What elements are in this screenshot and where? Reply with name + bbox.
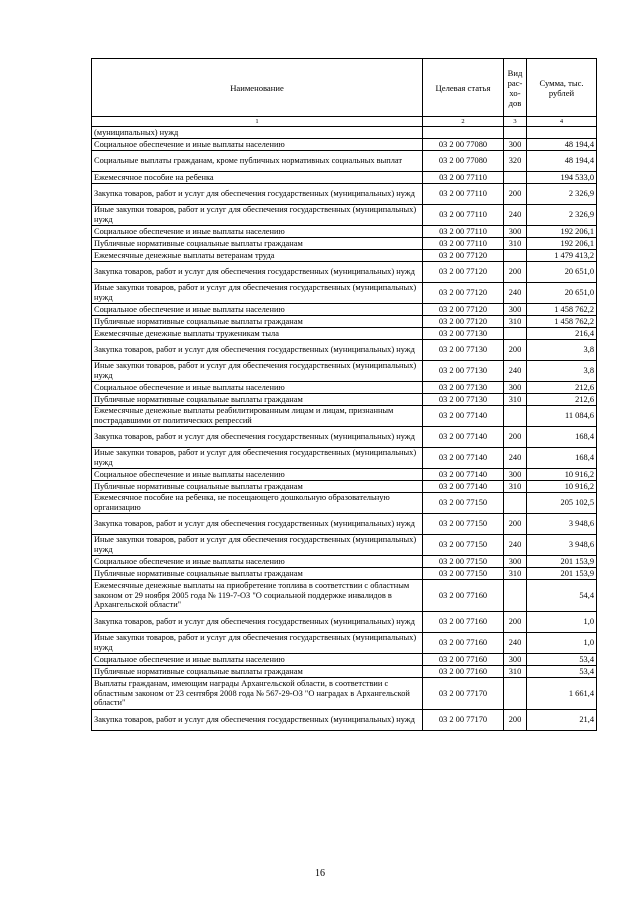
- row-name: Закупка товаров, работ и услуг для обеспечения государственных (муниципальных) нужд: [92, 514, 423, 535]
- row-code: 03 2 00 77140: [423, 469, 504, 481]
- row-type: 300: [504, 469, 527, 481]
- row-type: [504, 172, 527, 184]
- row-sum: 192 206,1: [527, 238, 597, 250]
- header-code: Целевая статья: [423, 59, 504, 117]
- row-code: 03 2 00 77150: [423, 493, 504, 514]
- column-number: 3: [504, 117, 527, 127]
- page-number: 16: [315, 868, 325, 879]
- row-code: 03 2 00 77080: [423, 139, 504, 151]
- header-row: [92, 59, 597, 117]
- row-sum: 201 153,9: [527, 568, 597, 580]
- row-name: Иные закупки товаров, работ и услуг для обеспечения государственных (муниципальных) нужд: [92, 361, 423, 382]
- row-sum: 192 206,1: [527, 226, 597, 238]
- row-code: 03 2 00 77110: [423, 238, 504, 250]
- row-type: 300: [504, 304, 527, 316]
- table-row: [92, 340, 597, 361]
- row-sum: 212,6: [527, 382, 597, 394]
- table-row: [92, 316, 597, 328]
- row-sum: 20 651,0: [527, 283, 597, 304]
- row-sum: 53,4: [527, 654, 597, 666]
- table-row: [92, 568, 597, 580]
- row-name: Социальное обеспечение и иные выплаты населению: [92, 556, 423, 568]
- row-name: Социальные выплаты гражданам, кроме публичных нормативных социальных выплат: [92, 151, 423, 172]
- column-number-row: [92, 117, 597, 127]
- row-sum: 3 948,6: [527, 535, 597, 556]
- table-row: [92, 481, 597, 493]
- row-sum: 205 102,5: [527, 493, 597, 514]
- row-type: 240: [504, 448, 527, 469]
- row-code: 03 2 00 77130: [423, 382, 504, 394]
- table-row: [92, 226, 597, 238]
- table-row: [92, 151, 597, 172]
- column-number: 2: [423, 117, 504, 127]
- row-name: Закупка товаров, работ и услуг для обеспечения государственных (муниципальных) нужд: [92, 612, 423, 633]
- row-code: 03 2 00 77140: [423, 406, 504, 427]
- row-sum: 168,4: [527, 448, 597, 469]
- row-type: 200: [504, 340, 527, 361]
- row-type: 200: [504, 427, 527, 448]
- row-code: 03 2 00 77160: [423, 612, 504, 633]
- row-code: 03 2 00 77160: [423, 580, 504, 612]
- row-type: 300: [504, 654, 527, 666]
- row-sum: 3,8: [527, 340, 597, 361]
- row-sum: 3 948,6: [527, 514, 597, 535]
- row-code: [423, 127, 504, 139]
- row-name: Социальное обеспечение и иные выплаты населению: [92, 139, 423, 151]
- row-code: 03 2 00 77160: [423, 633, 504, 654]
- row-name: Публичные нормативные социальные выплаты гражданам: [92, 238, 423, 250]
- row-type: 200: [504, 514, 527, 535]
- table-row: [92, 678, 597, 710]
- row-code: 03 2 00 77080: [423, 151, 504, 172]
- row-name: Публичные нормативные социальные выплаты гражданам: [92, 481, 423, 493]
- row-type: 310: [504, 481, 527, 493]
- row-name: Публичные нормативные социальные выплаты гражданам: [92, 666, 423, 678]
- row-name: Закупка товаров, работ и услуг для обеспечения государственных (муниципальных) нужд: [92, 427, 423, 448]
- row-sum: [527, 127, 597, 139]
- header-name: Наименование: [92, 59, 423, 117]
- row-sum: 216,4: [527, 328, 597, 340]
- row-name: Публичные нормативные социальные выплаты гражданам: [92, 568, 423, 580]
- row-type: 300: [504, 382, 527, 394]
- row-code: 03 2 00 77160: [423, 654, 504, 666]
- row-code: 03 2 00 77140: [423, 427, 504, 448]
- row-name: (муниципальных) нужд: [92, 127, 423, 139]
- row-sum: 201 153,9: [527, 556, 597, 568]
- header-sum: Сумма, тыс. рублей: [527, 59, 597, 117]
- table-row: [92, 127, 597, 139]
- row-sum: 212,6: [527, 394, 597, 406]
- row-name: Социальное обеспечение и иные выплаты населению: [92, 382, 423, 394]
- column-number: 1: [92, 117, 423, 127]
- table-row: [92, 654, 597, 666]
- row-type: [504, 493, 527, 514]
- row-type: 310: [504, 568, 527, 580]
- row-sum: 48 194,4: [527, 151, 597, 172]
- row-name: Закупка товаров, работ и услуг для обеспечения государственных (муниципальных) нужд: [92, 184, 423, 205]
- table-row: [92, 250, 597, 262]
- row-code: 03 2 00 77130: [423, 340, 504, 361]
- row-code: 03 2 00 77110: [423, 184, 504, 205]
- row-sum: 194 533,0: [527, 172, 597, 184]
- row-type: 300: [504, 556, 527, 568]
- table-row: [92, 139, 597, 151]
- row-code: 03 2 00 77170: [423, 710, 504, 731]
- row-sum: 11 084,6: [527, 406, 597, 427]
- row-name: Социальное обеспечение и иные выплаты населению: [92, 654, 423, 666]
- row-type: [504, 406, 527, 427]
- row-code: 03 2 00 77150: [423, 535, 504, 556]
- row-type: 240: [504, 205, 527, 226]
- row-code: 03 2 00 77120: [423, 250, 504, 262]
- row-sum: 1 661,4: [527, 678, 597, 710]
- row-type: [504, 580, 527, 612]
- row-name: Ежемесячные денежные выплаты труженикам тыла: [92, 328, 423, 340]
- row-sum: 2 326,9: [527, 205, 597, 226]
- row-type: 240: [504, 535, 527, 556]
- table-row: [92, 666, 597, 678]
- row-name: Иные закупки товаров, работ и услуг для обеспечения государственных (муниципальных) нужд: [92, 535, 423, 556]
- row-type: 310: [504, 316, 527, 328]
- table-row: [92, 205, 597, 226]
- row-code: 03 2 00 77110: [423, 172, 504, 184]
- row-sum: 10 916,2: [527, 469, 597, 481]
- header-type: Вид рас-хо-дов: [504, 59, 527, 117]
- row-sum: 20 651,0: [527, 262, 597, 283]
- table-row: [92, 514, 597, 535]
- table-row: [92, 304, 597, 316]
- row-code: 03 2 00 77130: [423, 394, 504, 406]
- row-name: Ежемесячные денежные выплаты на приобретение топлива в соответствии с областным законом от 29 ноября 2005 года № 119-7-ОЗ "О социальной поддержке инвалидов в Архангельской области": [92, 580, 423, 612]
- row-sum: 10 916,2: [527, 481, 597, 493]
- row-code: 03 2 00 77120: [423, 283, 504, 304]
- row-code: 03 2 00 77120: [423, 316, 504, 328]
- row-code: 03 2 00 77120: [423, 304, 504, 316]
- row-sum: 2 326,9: [527, 184, 597, 205]
- column-number: 4: [527, 117, 597, 127]
- row-name: Закупка товаров, работ и услуг для обеспечения государственных (муниципальных) нужд: [92, 710, 423, 731]
- row-type: 240: [504, 361, 527, 382]
- row-type: [504, 250, 527, 262]
- row-code: 03 2 00 77170: [423, 678, 504, 710]
- row-name: Ежемесячные денежные выплаты ветеранам труда: [92, 250, 423, 262]
- row-name: Иные закупки товаров, работ и услуг для обеспечения государственных (муниципальных) нужд: [92, 448, 423, 469]
- row-sum: 1 458 762,2: [527, 304, 597, 316]
- row-type: 200: [504, 184, 527, 205]
- table-row: [92, 710, 597, 731]
- row-sum: 1 458 762,2: [527, 316, 597, 328]
- table-row: [92, 448, 597, 469]
- row-type: 300: [504, 139, 527, 151]
- table-row: [92, 361, 597, 382]
- row-sum: 53,4: [527, 666, 597, 678]
- row-sum: 1,0: [527, 612, 597, 633]
- row-type: 240: [504, 633, 527, 654]
- table-row: [92, 493, 597, 514]
- row-type: 310: [504, 666, 527, 678]
- row-code: 03 2 00 77150: [423, 556, 504, 568]
- row-code: 03 2 00 77140: [423, 481, 504, 493]
- row-name: Социальное обеспечение и иные выплаты населению: [92, 304, 423, 316]
- table-row: [92, 328, 597, 340]
- row-name: Закупка товаров, работ и услуг для обеспечения государственных (муниципальных) нужд: [92, 262, 423, 283]
- table-row: [92, 633, 597, 654]
- table-row: [92, 283, 597, 304]
- table-row: [92, 469, 597, 481]
- row-type: 310: [504, 394, 527, 406]
- row-name: Публичные нормативные социальные выплаты гражданам: [92, 316, 423, 328]
- row-name: Публичные нормативные социальные выплаты гражданам: [92, 394, 423, 406]
- row-sum: 48 194,4: [527, 139, 597, 151]
- table-row: [92, 556, 597, 568]
- table-row: [92, 238, 597, 250]
- row-name: Иные закупки товаров, работ и услуг для обеспечения государственных (муниципальных) нужд: [92, 283, 423, 304]
- table-row: [92, 382, 597, 394]
- row-name: Выплаты гражданам, имеющим награды Архангельской области, в соответствии с областным законом от 23 сентября 2008 года № 567-29-ОЗ "О наградах в Архангельской области": [92, 678, 423, 710]
- table-row: [92, 406, 597, 427]
- row-type: 200: [504, 710, 527, 731]
- row-code: 03 2 00 77110: [423, 205, 504, 226]
- table-row: [92, 172, 597, 184]
- row-code: 03 2 00 77120: [423, 262, 504, 283]
- table-row: [92, 184, 597, 205]
- row-sum: 1,0: [527, 633, 597, 654]
- row-name: Социальное обеспечение и иные выплаты населению: [92, 469, 423, 481]
- row-name: Социальное обеспечение и иные выплаты населению: [92, 226, 423, 238]
- row-type: 240: [504, 283, 527, 304]
- row-type: 200: [504, 262, 527, 283]
- row-name: Ежемесячное пособие на ребенка, не посещающего дошкольную образовательную организацию: [92, 493, 423, 514]
- table-row: [92, 580, 597, 612]
- row-name: Ежемесячное пособие на ребенка: [92, 172, 423, 184]
- row-name: Ежемесячные денежные выплаты реабилитированным лицам и лицам, признанным пострадавшими от политических репрессий: [92, 406, 423, 427]
- row-code: 03 2 00 77140: [423, 448, 504, 469]
- row-sum: 21,4: [527, 710, 597, 731]
- row-type: 200: [504, 612, 527, 633]
- row-sum: 54,4: [527, 580, 597, 612]
- row-type: [504, 127, 527, 139]
- row-code: 03 2 00 77160: [423, 666, 504, 678]
- row-type: [504, 328, 527, 340]
- table-row: [92, 394, 597, 406]
- row-code: 03 2 00 77150: [423, 568, 504, 580]
- row-name: Иные закупки товаров, работ и услуг для обеспечения государственных (муниципальных) нужд: [92, 633, 423, 654]
- row-code: 03 2 00 77130: [423, 328, 504, 340]
- row-code: 03 2 00 77110: [423, 226, 504, 238]
- row-code: 03 2 00 77130: [423, 361, 504, 382]
- table-row: [92, 427, 597, 448]
- row-name: Иные закупки товаров, работ и услуг для обеспечения государственных (муниципальных) нужд: [92, 205, 423, 226]
- row-sum: 168,4: [527, 427, 597, 448]
- table-row: [92, 612, 597, 633]
- row-code: 03 2 00 77150: [423, 514, 504, 535]
- row-type: 310: [504, 238, 527, 250]
- budget-table: [91, 58, 597, 731]
- row-sum: 3,8: [527, 361, 597, 382]
- row-type: [504, 678, 527, 710]
- row-name: Закупка товаров, работ и услуг для обеспечения государственных (муниципальных) нужд: [92, 340, 423, 361]
- table-row: [92, 262, 597, 283]
- row-type: 300: [504, 226, 527, 238]
- row-type: 320: [504, 151, 527, 172]
- table-row: [92, 535, 597, 556]
- row-sum: 1 479 413,2: [527, 250, 597, 262]
